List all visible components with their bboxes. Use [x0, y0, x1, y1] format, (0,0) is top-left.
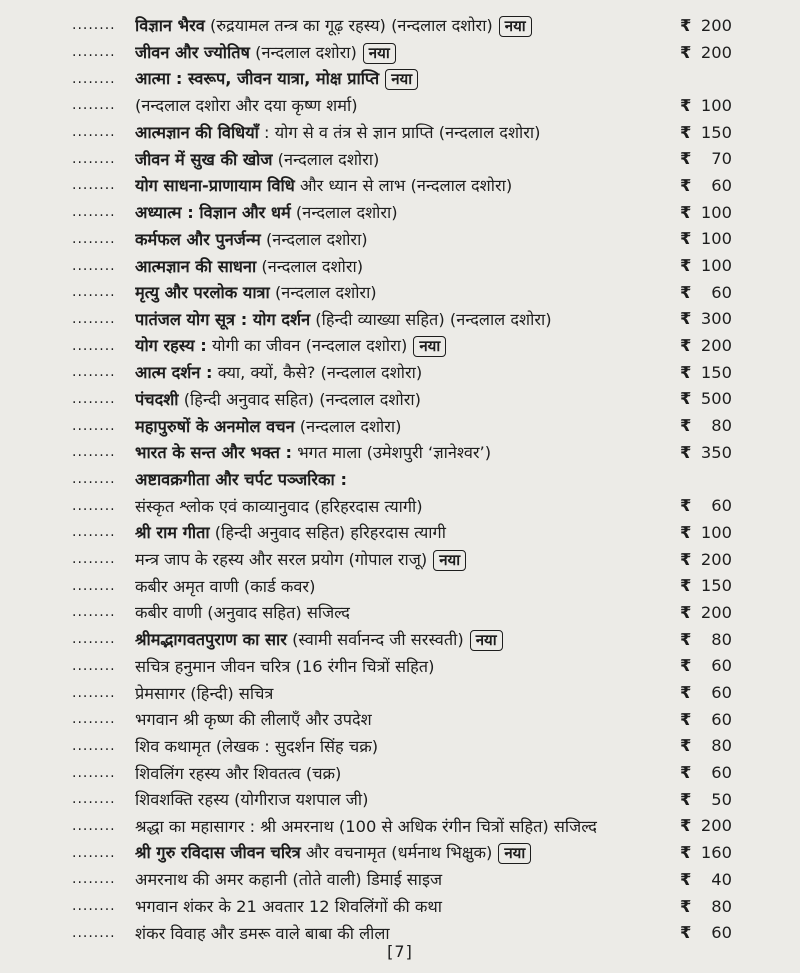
catalog-row: [0, 306, 800, 333]
rupee-symbol: ₹: [680, 309, 692, 329]
leader-dots: ........: [72, 764, 116, 781]
book-details: (नन्दलाल दशोरा): [269, 283, 377, 303]
catalog-row: [0, 119, 800, 146]
rupee-symbol: ₹: [680, 869, 692, 889]
rupee-symbol: ₹: [680, 389, 692, 409]
book-details: (हिन्दी अनुवाद सहित) (नन्दलाल दशोरा): [178, 389, 421, 409]
book-title-bold: मृत्यु और परलोक यात्रा: [135, 283, 270, 303]
leader-dots: ........: [72, 284, 116, 301]
page-number: [7]: [387, 942, 413, 961]
price: [680, 897, 800, 916]
book-title: [135, 41, 680, 64]
book-details: अमरनाथ की अमर कहानी (तोते वाली) डिमाई साइज: [135, 870, 443, 890]
leader-dots: ........: [72, 844, 116, 861]
leader-dots: ........: [72, 204, 116, 221]
book-details: भगत माला (उमेशपुरी ‘ज्ञानेश्वर’): [292, 443, 492, 463]
book-title: [135, 815, 680, 837]
catalog-row: [0, 439, 800, 466]
book-details: भगवान श्री कृष्ण की लीलाएँ और उपदेश: [135, 710, 372, 730]
book-title-bold: आत्मज्ञान की विधियाँ: [135, 123, 259, 143]
book-title-bold: श्रीमद्भागवतपुराण का सार: [135, 629, 287, 649]
book-title: [135, 628, 680, 651]
price-amount: 150: [700, 576, 732, 596]
catalog-row: [0, 706, 800, 733]
price-amount: 60: [711, 923, 732, 943]
catalog-row: [0, 466, 800, 493]
rupee-symbol: ₹: [680, 683, 692, 703]
catalog-row: [0, 866, 800, 893]
rupee-symbol: ₹: [680, 763, 692, 783]
catalog-row: [0, 839, 800, 866]
book-details: संस्कृत श्लोक एवं काव्यानुवाद (हरिहरदास त्यागी): [135, 496, 423, 516]
catalog-row: [0, 599, 800, 626]
price: [680, 256, 800, 275]
rupee-symbol: ₹: [680, 282, 692, 302]
leader-dots: ........: [72, 471, 116, 488]
leader-dots: ........: [72, 17, 116, 34]
catalog-row: [0, 653, 800, 680]
catalog-row: [0, 172, 800, 199]
leader-dots: ........: [72, 97, 116, 114]
book-title: [135, 228, 680, 250]
book-details: मन्त्र जाप के रहस्य और सरल प्रयोग (गोपाल राजू): [135, 549, 428, 569]
book-title: [135, 495, 680, 517]
leader-dots: ........: [72, 737, 116, 754]
book-title: [135, 735, 680, 757]
leader-dots: ........: [72, 337, 116, 354]
catalog-row: [0, 332, 800, 359]
catalog-row: [0, 733, 800, 760]
catalog-row: [0, 893, 800, 920]
price-amount: 200: [700, 549, 732, 569]
book-details: (स्वामी सर्वानन्द जी सरस्वती): [286, 629, 464, 649]
leader-dots: ........: [72, 177, 116, 194]
price: [680, 550, 800, 569]
rupee-symbol: ₹: [680, 362, 692, 382]
price-amount: 100: [700, 229, 732, 249]
book-details: प्रेमसागर (हिन्दी) सचित्र: [135, 683, 274, 703]
leader-dots: ........: [72, 577, 116, 594]
leader-dots: ........: [72, 150, 116, 167]
price: [680, 363, 800, 382]
rupee-symbol: ₹: [680, 202, 692, 222]
book-details: श्रद्धा का महासागर : श्री अमरनाथ (100 से अधिक रंगीन चित्रों सहित) सजिल्द: [135, 816, 597, 836]
price-amount: 160: [700, 843, 732, 863]
leader-dots: ........: [72, 257, 116, 274]
leader-dots: ........: [72, 497, 116, 514]
rupee-symbol: ₹: [680, 629, 692, 649]
leader-dots: ........: [72, 898, 116, 915]
catalog-row: [0, 492, 800, 519]
book-title: [135, 281, 680, 303]
price: [680, 576, 800, 595]
catalog-row: [0, 546, 800, 573]
book-details: कबीर अमृत वाणी (कार्ड कवर): [135, 576, 316, 596]
price-amount: 60: [711, 282, 732, 302]
leader-dots: ........: [72, 364, 116, 381]
new-badge: नया: [363, 43, 396, 64]
book-title-bold: आत्म दर्शन :: [135, 363, 213, 383]
leader-dots: ........: [72, 551, 116, 568]
book-details: सचित्र हनुमान जीवन चरित्र (16 रंगीन चित्रों सहित): [135, 656, 435, 676]
rupee-symbol: ₹: [680, 122, 692, 142]
price-amount: 100: [700, 202, 732, 222]
catalog-row: [0, 412, 800, 439]
book-title: [135, 174, 680, 196]
leader-dots: ........: [72, 310, 116, 327]
price-amount: 200: [700, 15, 732, 35]
book-title-bold: पातंजल योग सूत्र : योग दर्शन: [135, 309, 311, 329]
rupee-symbol: ₹: [680, 95, 692, 115]
book-title: [135, 441, 680, 463]
price: [680, 443, 800, 462]
book-details: शिव कथामृत (लेखक : सुदर्शन सिंह चक्र): [135, 736, 379, 756]
price: [680, 496, 800, 515]
price-amount: 100: [700, 256, 732, 276]
leader-dots: ........: [72, 230, 116, 247]
book-title-bold: महापुरुषों के अनमोल वचन: [135, 416, 295, 436]
rupee-symbol: ₹: [680, 442, 692, 462]
new-badge: नया: [385, 69, 418, 90]
book-details: भगवान शंकर के 21 अवतार 12 शिवलिंगों की कथा: [135, 897, 442, 917]
price-amount: 70: [711, 149, 732, 169]
price-amount: 60: [711, 683, 732, 703]
catalog-row: [0, 252, 800, 279]
price: [680, 656, 800, 675]
book-title: [135, 415, 680, 437]
price-amount: 60: [711, 763, 732, 783]
book-title-bold: जीवन में सुख की खोज: [135, 149, 273, 169]
price: [680, 790, 800, 809]
catalog-row: [0, 92, 800, 119]
catalog-row: [0, 226, 800, 253]
price: [680, 763, 800, 782]
price: [680, 816, 800, 835]
catalog-row: [0, 12, 800, 39]
rupee-symbol: ₹: [680, 576, 692, 596]
leader-dots: ........: [72, 417, 116, 434]
rupee-symbol: ₹: [680, 656, 692, 676]
book-title: [135, 361, 680, 383]
catalog-row: [0, 199, 800, 226]
book-title: [135, 708, 680, 730]
price-amount: 100: [700, 522, 732, 542]
price-amount: 350: [700, 442, 732, 462]
book-title: [135, 14, 680, 37]
leader-dots: ........: [72, 817, 116, 834]
book-details: (नन्दलाल दशोरा और दया कृष्ण शर्मा): [135, 96, 358, 116]
rupee-symbol: ₹: [680, 923, 692, 943]
price-amount: 60: [711, 709, 732, 729]
rupee-symbol: ₹: [680, 336, 692, 356]
rupee-symbol: ₹: [680, 736, 692, 756]
price: [680, 149, 800, 168]
book-title: [135, 148, 680, 170]
book-title: [135, 601, 680, 623]
price-amount: 50: [711, 789, 732, 809]
rupee-symbol: ₹: [680, 522, 692, 542]
book-title-bold: श्री गुरु रविदास जीवन चरित्र: [135, 843, 301, 863]
rupee-symbol: ₹: [680, 816, 692, 836]
book-title-bold: श्री राम गीता: [135, 523, 210, 543]
price: [680, 123, 800, 142]
book-title: [135, 308, 680, 330]
leader-dots: ........: [72, 631, 116, 648]
book-title-bold: योग रहस्य :: [135, 336, 207, 356]
price-amount: 500: [700, 389, 732, 409]
leader-dots: ........: [72, 124, 116, 141]
catalog-row: [0, 572, 800, 599]
book-title-bold: भारत के सन्त और भक्त :: [135, 443, 293, 463]
price: [680, 336, 800, 355]
book-title: [135, 388, 680, 410]
book-details: (नन्दलाल दशोरा): [256, 256, 364, 276]
book-title: [135, 682, 680, 704]
book-title-bold: अष्टावक्रगीता और चर्पट पञ्जरिका :: [135, 470, 347, 490]
rupee-symbol: ₹: [680, 256, 692, 276]
new-badge: नया: [498, 843, 531, 864]
book-title-bold: जीवन और ज्योतिष: [135, 42, 250, 62]
book-title-bold: आत्मज्ञान की साधना: [135, 256, 257, 276]
leader-dots: ........: [72, 684, 116, 701]
book-details: (नन्दलाल दशोरा): [290, 203, 398, 223]
price-amount: 150: [700, 122, 732, 142]
book-title: [135, 655, 680, 677]
rupee-symbol: ₹: [680, 416, 692, 436]
price: [680, 389, 800, 408]
rupee-symbol: ₹: [680, 549, 692, 569]
price: [680, 683, 800, 702]
book-details: : योग से व तंत्र से ज्ञान प्राप्ति (नन्दलाल दशोरा): [258, 123, 541, 143]
book-title: [135, 575, 680, 597]
rupee-symbol: ₹: [680, 896, 692, 916]
price-amount: 80: [711, 736, 732, 756]
price: [680, 176, 800, 195]
book-title-bold: योग साधना-प्राणायाम विधि: [135, 176, 295, 196]
price-amount: 40: [711, 869, 732, 889]
rupee-symbol: ₹: [680, 496, 692, 516]
price: [680, 923, 800, 942]
book-details: (नन्दलाल दशोरा): [294, 416, 402, 436]
price-amount: 200: [700, 336, 732, 356]
price-amount: 60: [711, 175, 732, 195]
price-amount: 200: [700, 42, 732, 62]
book-details: और वचनामृत (धर्मनाथ भिक्षुक): [300, 843, 493, 863]
book-details: कबीर वाणी (अनुवाद सहित) सजिल्द: [135, 603, 350, 623]
rupee-symbol: ₹: [680, 789, 692, 809]
book-title: [135, 201, 680, 223]
book-title: [135, 94, 680, 116]
book-title-bold: कर्मफल और पुनर्जन्म: [135, 229, 261, 249]
price: [680, 283, 800, 302]
catalog-row: [0, 519, 800, 546]
price: [680, 416, 800, 435]
book-details: शिवलिंग रहस्य और शिवतत्व (चक्र): [135, 763, 342, 783]
leader-dots: ........: [72, 657, 116, 674]
rupee-symbol: ₹: [680, 42, 692, 62]
new-badge: नया: [433, 550, 466, 571]
book-title: [135, 121, 680, 143]
price-amount: 200: [700, 816, 732, 836]
price: [680, 229, 800, 248]
catalog-row: [0, 386, 800, 413]
book-title: [135, 895, 680, 917]
book-details: (रुद्रयामल तन्त्र का गूढ़ रहस्य) (नन्दलाल दशोरा): [204, 15, 493, 35]
price-amount: 60: [711, 496, 732, 516]
catalog-row: [0, 359, 800, 386]
book-details: शिवशक्ति रहस्य (योगीराज यशपाल जी): [135, 790, 369, 810]
leader-dots: ........: [72, 390, 116, 407]
book-details: योगी का जीवन (नन्दलाल दशोरा): [206, 336, 408, 356]
book-title: [135, 468, 680, 490]
catalog-row: [0, 145, 800, 172]
book-details: क्या, क्यों, कैसे? (नन्दलाल दशोरा): [212, 363, 423, 383]
book-title-bold: आत्मा : स्वरूप, जीवन यात्रा, मोक्ष प्राप्ति: [135, 69, 380, 89]
book-title: [135, 868, 680, 890]
price: [680, 16, 800, 35]
price: [680, 523, 800, 542]
price: [680, 43, 800, 62]
rupee-symbol: ₹: [680, 229, 692, 249]
catalog-row: [0, 759, 800, 786]
leader-dots: ........: [72, 791, 116, 808]
book-title-bold: विज्ञान भैरव: [135, 15, 205, 35]
catalog-row: [0, 679, 800, 706]
book-title: [135, 548, 680, 571]
leader-dots: ........: [72, 871, 116, 888]
price-amount: 300: [700, 309, 732, 329]
book-details: शंकर विवाह और डमरू वाले बाबा की लीला: [135, 923, 390, 943]
book-details: (नन्दलाल दशोरा): [260, 229, 368, 249]
book-catalog-list: [0, 12, 800, 946]
price: [680, 203, 800, 222]
book-title: [135, 67, 680, 90]
book-details: (हिन्दी अनुवाद सहित) हरिहरदास त्यागी: [209, 523, 446, 543]
book-details: और ध्यान से लाभ (नन्दलाल दशोरा): [294, 176, 513, 196]
price: [680, 96, 800, 115]
price-amount: 100: [700, 95, 732, 115]
catalog-row: [0, 813, 800, 840]
catalog-row: [0, 39, 800, 66]
leader-dots: ........: [72, 444, 116, 461]
price-amount: 80: [711, 629, 732, 649]
leader-dots: ........: [72, 924, 116, 941]
leader-dots: ........: [72, 70, 116, 87]
rupee-symbol: ₹: [680, 602, 692, 622]
rupee-symbol: ₹: [680, 149, 692, 169]
leader-dots: ........: [72, 604, 116, 621]
price-amount: 80: [711, 416, 732, 436]
book-title: [135, 841, 680, 864]
rupee-symbol: ₹: [680, 175, 692, 195]
catalog-row: [0, 626, 800, 653]
book-details: (हिन्दी व्याख्या सहित) (नन्दलाल दशोरा): [310, 309, 552, 329]
new-badge: नया: [413, 336, 446, 357]
price: [680, 736, 800, 755]
price: [680, 630, 800, 649]
price: [680, 843, 800, 862]
new-badge: नया: [470, 630, 503, 651]
catalog-row: [0, 65, 800, 92]
price: [680, 309, 800, 328]
catalog-row: [0, 786, 800, 813]
book-title: [135, 255, 680, 277]
book-details: (नन्दलाल दशोरा): [249, 42, 357, 62]
price: [680, 603, 800, 622]
leader-dots: ........: [72, 711, 116, 728]
book-title: [135, 521, 680, 543]
book-details: (नन्दलाल दशोरा): [272, 149, 380, 169]
leader-dots: ........: [72, 44, 116, 61]
catalog-row: [0, 279, 800, 306]
book-title: [135, 788, 680, 810]
book-title-bold: पंचदशी: [135, 389, 179, 409]
price-amount: 80: [711, 896, 732, 916]
leader-dots: ........: [72, 524, 116, 541]
price: [680, 710, 800, 729]
book-title-bold: अध्यात्म : विज्ञान और धर्म: [135, 203, 291, 223]
new-badge: नया: [499, 16, 532, 37]
rupee-symbol: ₹: [680, 843, 692, 863]
price-amount: 150: [700, 362, 732, 382]
price-amount: 200: [700, 602, 732, 622]
price-amount: 60: [711, 656, 732, 676]
rupee-symbol: ₹: [680, 15, 692, 35]
rupee-symbol: ₹: [680, 709, 692, 729]
price: [680, 870, 800, 889]
book-title: [135, 762, 680, 784]
book-title: [135, 922, 680, 944]
book-title: [135, 334, 680, 357]
